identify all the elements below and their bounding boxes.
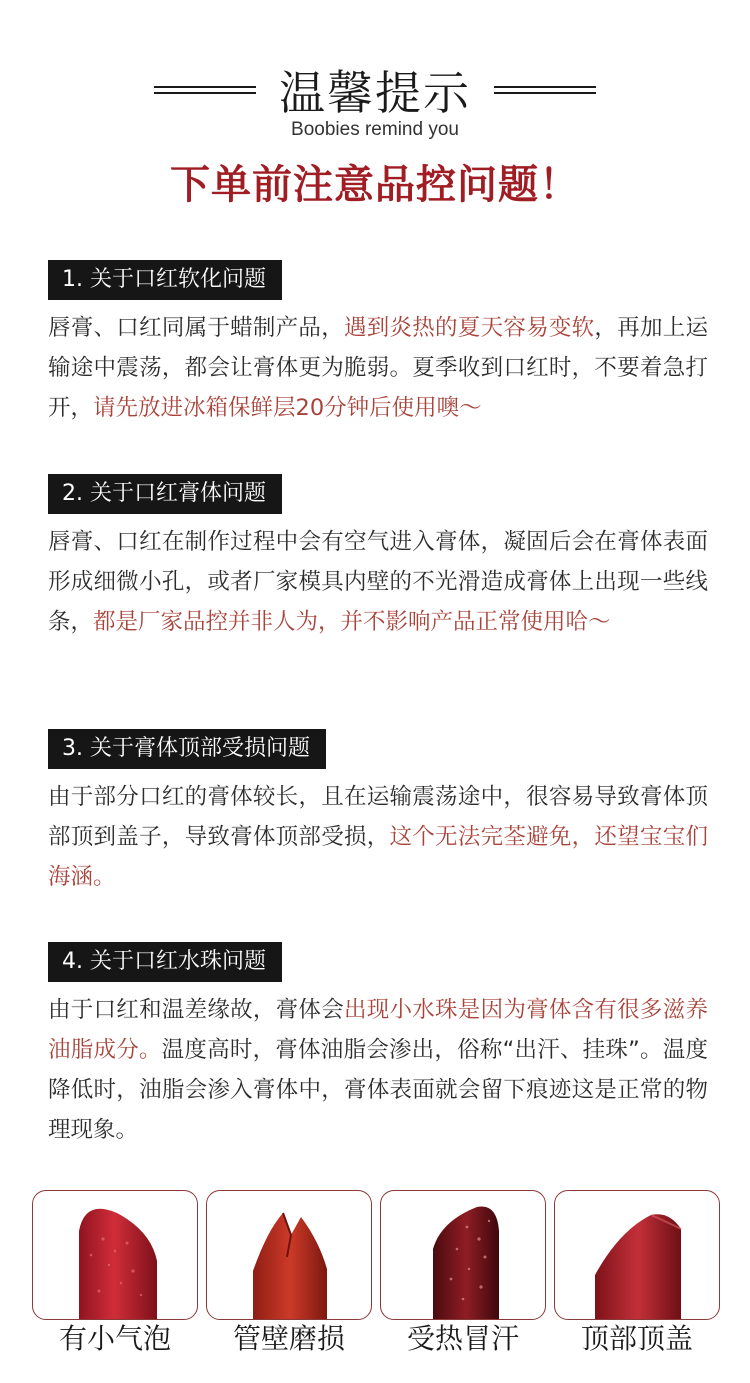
section-texture: [48, 474, 708, 642]
photo-card-wall-wear: [206, 1190, 372, 1358]
lipstick-bubbles-icon: [33, 1191, 197, 1319]
section-body: [48, 990, 708, 1150]
lipstick-wall-wear-icon: [207, 1191, 371, 1319]
body-text: 唇膏、口红同属于蜡制产品，: [48, 315, 344, 341]
title-decoration-right: [494, 86, 596, 94]
highlighted-text: 遇到炎热的夏天容易变软: [343, 315, 595, 341]
example-photos: [32, 1190, 722, 1360]
highlighted-text: 出现小水珠是因为膏体含有很多滋养油脂成分。: [48, 997, 708, 1063]
page-title: 温馨提示: [279, 66, 471, 120]
photo-card-top-damage: [554, 1190, 720, 1358]
body-text: 温度高时，膏体油脂会渗出，俗称“出汗、挂珠”。温度降低时，油脂会渗入膏体中，膏体表面就会留下痕迹这是正常的物理现象。: [48, 1037, 708, 1143]
section-top-damage: [48, 729, 708, 897]
quality-warning-heading: 下单前注意品控问题！: [170, 162, 580, 208]
photo-frame: [380, 1190, 546, 1320]
photo-caption: 管壁磨损: [232, 1322, 345, 1355]
photo-frame: [554, 1190, 720, 1320]
lipstick-sweating-icon: [381, 1191, 545, 1319]
section-label: 4. 关于口红水珠问题: [48, 942, 282, 982]
body-text: ，再加上运输途中震荡，都会让膏体更为脆弱。夏季收到口红时，不要着急打开，: [48, 315, 708, 421]
page-header: [0, 60, 750, 210]
lipstick-top-damage-icon: [555, 1191, 719, 1319]
photo-caption: 受热冒汗: [406, 1322, 519, 1355]
section-body: [48, 522, 708, 642]
photo-frame: [206, 1190, 372, 1320]
photo-card-sweating: [380, 1190, 546, 1358]
photo-card-bubbles: [32, 1190, 198, 1358]
section-label: 3. 关于膏体顶部受损问题: [48, 729, 326, 769]
section-body: [48, 308, 708, 428]
section-label: 2. 关于口红膏体问题: [48, 474, 282, 514]
highlighted-text: 都是厂家品控并非人为，并不影响产品正常使用哈～: [93, 609, 611, 635]
highlighted-text: 请先放进冰箱保鲜层20分钟后使用噢～: [93, 395, 482, 421]
body-text: 唇膏、口红在制作过程中会有空气进入膏体，凝固后会在膏体表面形成细微小孔，或者厂家模具内壁的不光滑造成膏体上出现一些线条，: [48, 529, 708, 635]
highlighted-text: 这个无法完荃避免，还望宝宝们海涵。: [48, 824, 708, 890]
photo-caption: 顶部顶盖: [580, 1322, 693, 1355]
body-text: 由于部分口红的膏体较长，且在运输震荡途中，很容易导致膏体顶部顶到盖子，导致膏体顶部受损，: [48, 784, 708, 850]
photo-frame: [32, 1190, 198, 1320]
section-label: 1. 关于口红软化问题: [48, 260, 282, 300]
section-softening: [48, 260, 708, 428]
section-body: [48, 777, 708, 897]
photo-caption: 有小气泡: [58, 1322, 171, 1355]
page-subtitle: Boobies remind you: [291, 119, 459, 140]
body-text: 由于口红和温差缘故，膏体会: [48, 997, 344, 1023]
section-water-beads: [48, 942, 708, 1150]
